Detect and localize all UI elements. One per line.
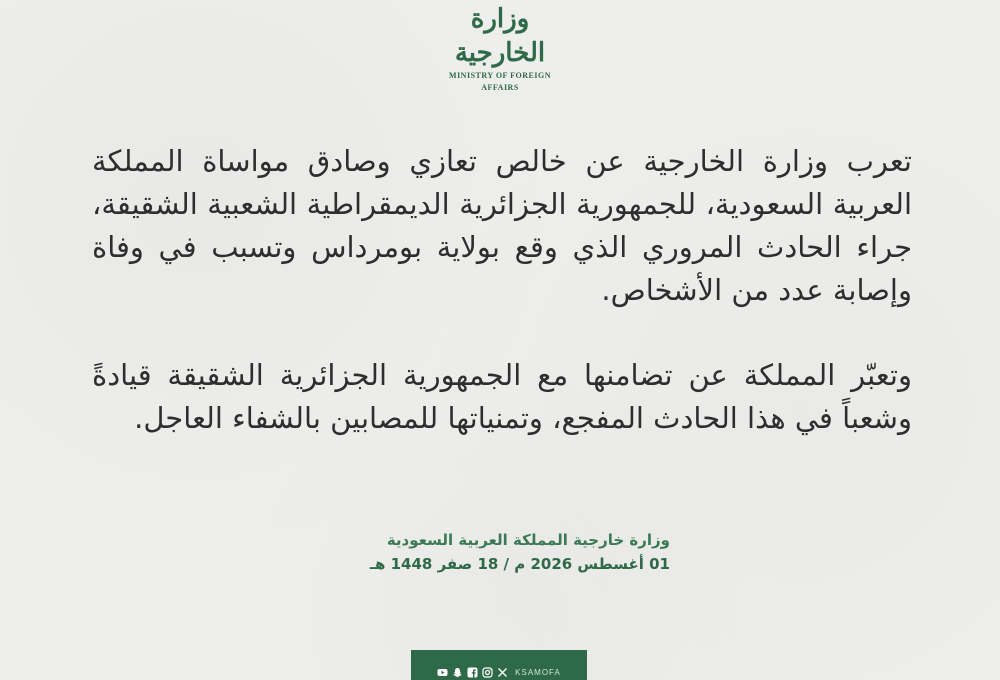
letterhead bbox=[0, 2, 1000, 92]
facebook-icon[interactable] bbox=[467, 667, 478, 678]
statement-paragraph-2: وتعبّر المملكة عن تضامنها مع الجمهورية الجزائرية الشقيقة قيادةً وشعباً في هذا الحادث المفجع، وتمنياتها للمصابين بالشفاء العاجل. bbox=[92, 358, 912, 435]
x-icon[interactable] bbox=[497, 667, 508, 678]
social-footer bbox=[411, 650, 587, 680]
signature-date: 01 أغسطس 2026 م / 18 صفر 1448 هـ bbox=[369, 555, 670, 573]
statement-paragraph-1: تعرب وزارة الخارجية عن خالص تعازي وصادق مواساة المملكة العربية السعودية، للجمهورية الجزائرية الديمقراطية الشعبية الشقيقة، جراء الحادث المروري الذي وقع بولاية بومرداس وتسبب في وفاة وإصابة عدد من الأشخاص. bbox=[92, 144, 912, 307]
social-handle[interactable]: KSAMOFA bbox=[515, 667, 561, 677]
instagram-icon[interactable] bbox=[482, 667, 493, 678]
logo-arabic-text: وزارة الخارجية bbox=[454, 4, 546, 68]
ministry-logo bbox=[430, 2, 570, 92]
signature-organization: وزارة خارجية المملكة العربية السعودية bbox=[386, 531, 670, 549]
logo-english-text: MINISTRY OF FOREIGN AFFAIRS bbox=[449, 71, 551, 92]
youtube-icon[interactable] bbox=[437, 667, 448, 678]
snapchat-icon[interactable] bbox=[452, 667, 463, 678]
signature-block bbox=[250, 528, 670, 576]
